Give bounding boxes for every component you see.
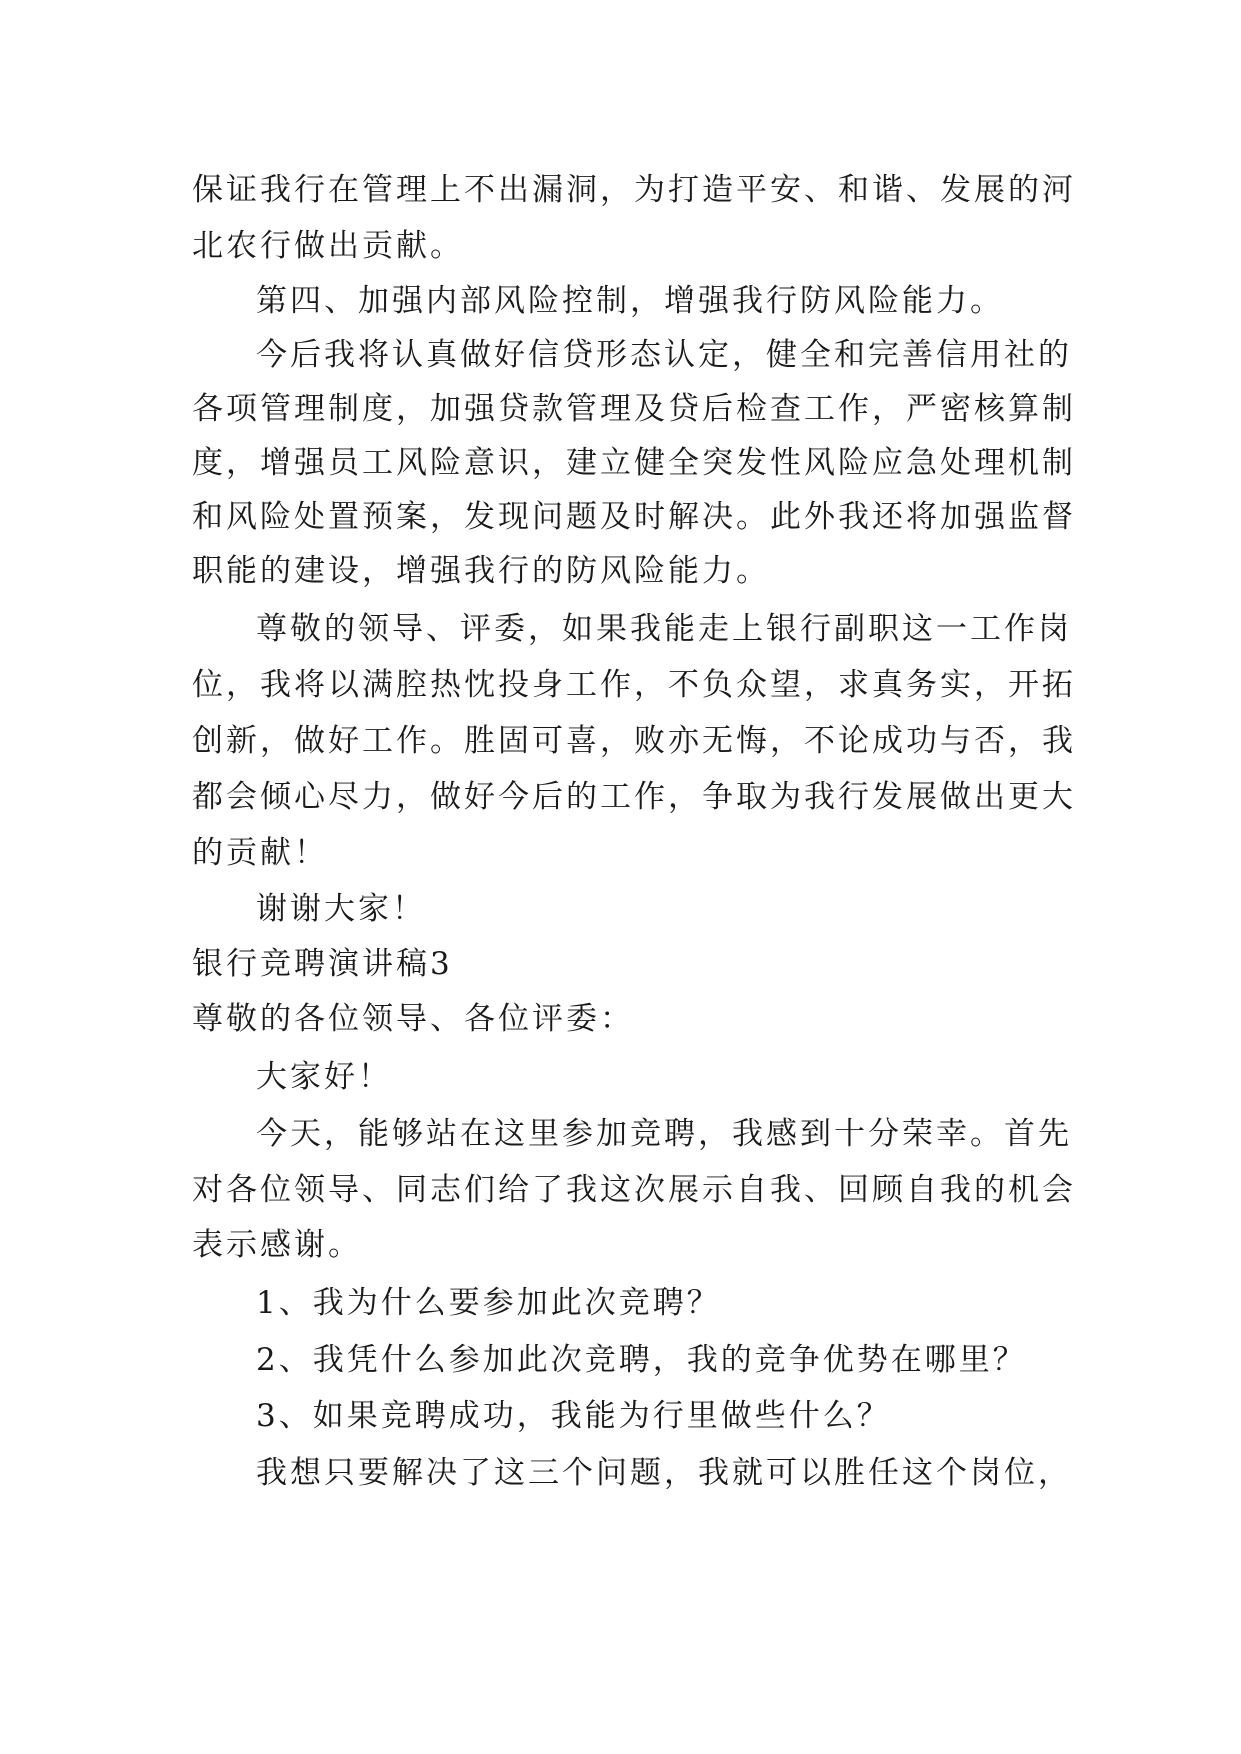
body-line: 度，增强员工风险意识，建立健全突发性风险应急处理机制 [192, 445, 1076, 481]
body-line: 职能的建设，增强我行的防风险能力。 [192, 553, 770, 589]
body-line: 今天，能够站在这里参加竞聘，我感到十分荣幸。首先 [256, 1116, 1072, 1152]
body-line: 都会倾心尽力，做好今后的工作，争取为我行发展做出更大 [192, 779, 1076, 815]
closing-line: 谢谢大家！ [256, 891, 426, 927]
list-item: 1、我为什么要参加此次竞聘？ [256, 1285, 721, 1321]
body-line: 和风险处置预案，发现问题及时解决。此外我还将加强监督 [192, 499, 1076, 535]
body-line: 保证我行在管理上不出漏洞，为打造平安、和谐、发展的河 [192, 172, 1076, 208]
body-line: 北农行做出贡献。 [192, 228, 464, 264]
document-title: 银行竞聘演讲稿3 [192, 946, 453, 982]
body-line: 我想只要解决了这三个问题，我就可以胜任这个岗位， [256, 1455, 1072, 1491]
body-line: 今后我将认真做好信贷形态认定，健全和完善信用社的 [256, 337, 1072, 373]
list-item: 3、如果竞聘成功，我能为行里做些什么？ [256, 1398, 891, 1434]
body-line: 表示感谢。 [192, 1227, 362, 1263]
body-line: 各项管理制度，加强贷款管理及贷后检查工作，严密核算制 [192, 391, 1076, 427]
section-heading: 第四、加强内部风险控制，增强我行防风险能力。 [256, 283, 1004, 319]
salutation: 尊敬的各位领导、各位评委： [192, 1001, 634, 1037]
list-item: 2、我凭什么参加此次竞聘，我的竞争优势在哪里？ [256, 1342, 1027, 1378]
body-line: 创新，做好工作。胜固可喜，败亦无悔，不论成功与否，我 [192, 723, 1076, 759]
body-line: 位，我将以满腔热忱投身工作，不负众望，求真务实，开拓 [192, 667, 1076, 703]
body-line: 尊敬的领导、评委，如果我能走上银行副职这一工作岗 [256, 611, 1072, 647]
body-line: 的贡献！ [192, 835, 328, 871]
body-line: 对各位领导、同志们给了我这次展示自我、回顾自我的机会 [192, 1172, 1076, 1208]
greeting: 大家好！ [256, 1059, 392, 1095]
